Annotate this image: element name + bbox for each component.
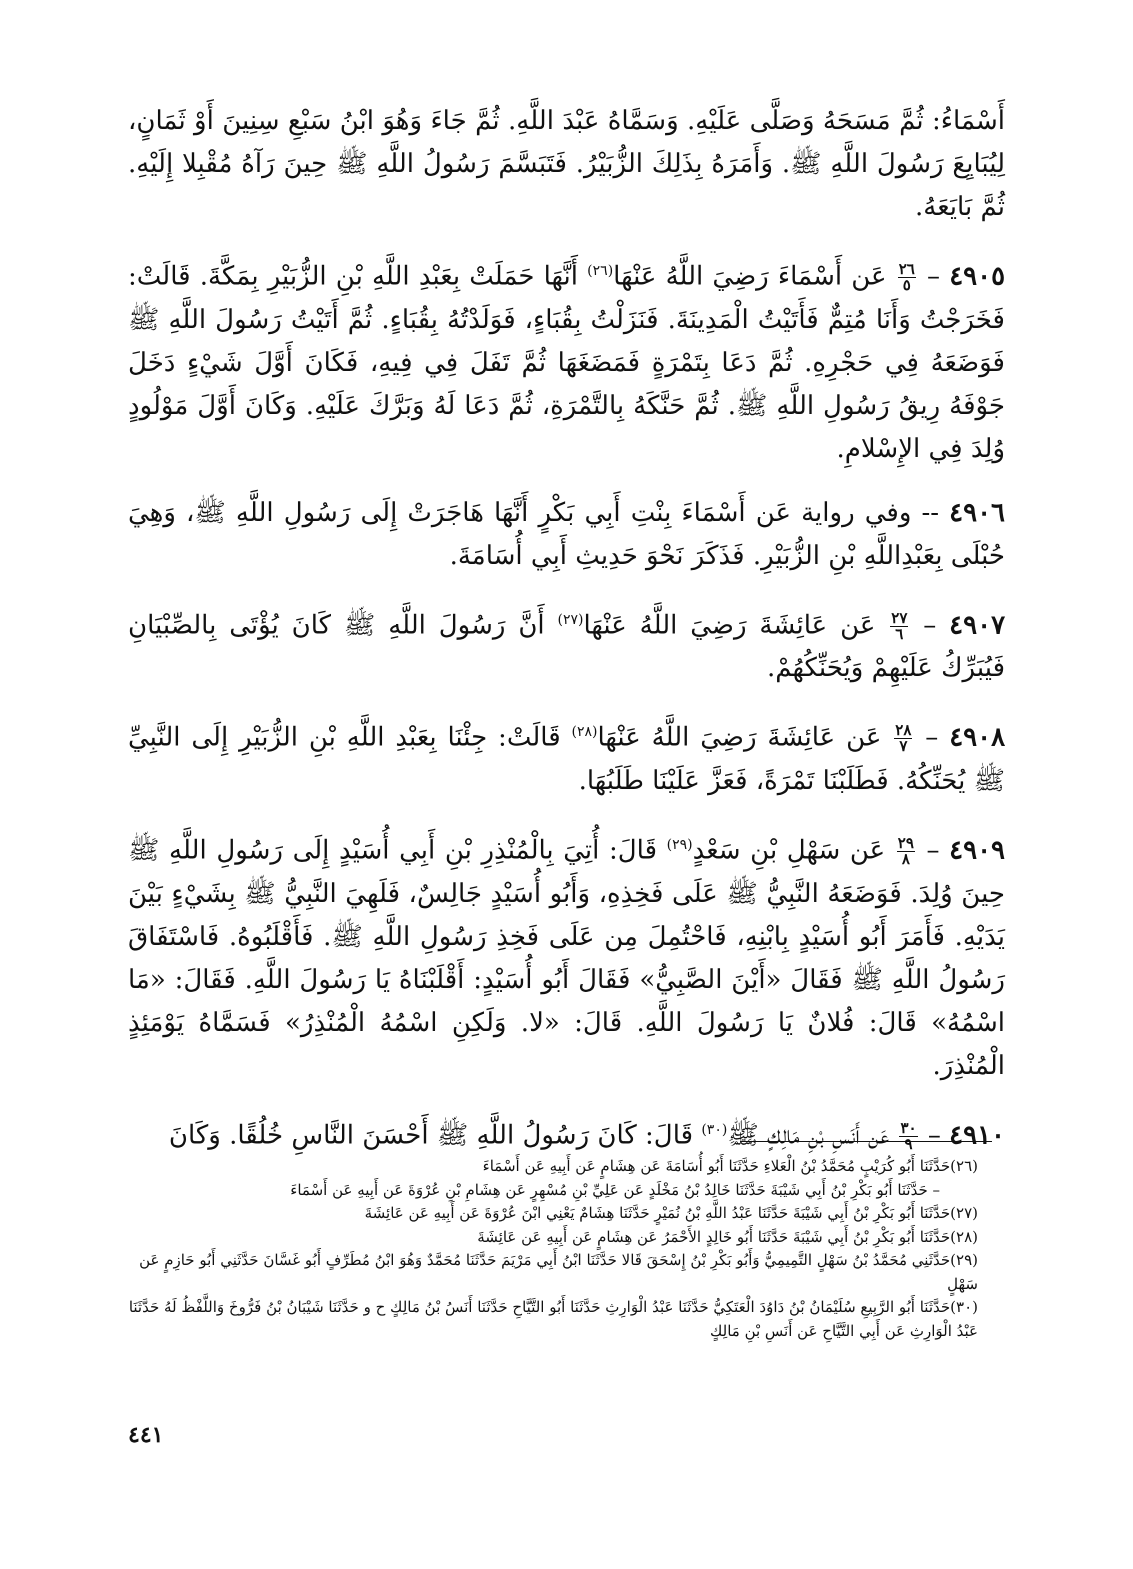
chapter-fraction: $\frac{٢٦}{٥}$ [898, 260, 915, 295]
hadith-4910: ٤٩١٠ – $\frac{٣٠}{٩}$ عَن أَنَسِ بْنِ مَالِكٍ ﷺ$^{(٣٠)}$ قَالَ: كَانَ رَسُولُ اللَّهِ ﷺ أَحْسَنَ النَّاسِ خُلُقًا. وَكَانَ [168, 1118, 1005, 1153]
footnote-divider [740, 1141, 992, 1142]
hadith-number: ٤٩٠٦ [949, 497, 1006, 528]
footnote-28: (٢٨)حَدَّثَنَا أَبُو بَكْرِ بْنُ أَبِي شَيْبَةَ حَدَّثَنَا أَبُو خَالِدٍ الأَحْمَرُ عَن هِشَامٍ عَن أَبِيهِ عَن عَائِشَةَ [477, 1227, 978, 1246]
hadith-text: قَالَ: أُتِيَ بِالْمُنْذِرِ بْنِ أَبِي أُسَيْدٍ إِلَى رَسُولِ اللَّهِ ﷺ حِينَ وُلِدَ. فَوَضَعَهُ النَّبِيُّ ﷺ عَلَى فَخِذِهِ، وَأَبُو أُسَيْدٍ جَالِسٌ، فَلَهِيَ النَّبِيُّ ﷺ بِشَيْءٍ بَيْنَ يَدَيْهِ. فَأَمَرَ أَبُو أُسَيْدٍ بِابْنِهِ، فَاحْتُمِلَ مِن عَلَى فَخِذِ رَسُولِ اللَّهِ ﷺ. فَأَقْلَبُوهُ. فَاسْتَفَاقَ رَسُولُ اللَّهِ ﷺ فَقَالَ «أَيْنَ الصَّبِيُّ» فَقَالَ أَبُو أُسَيْدٍ: أَقْلَبْنَاهُ يَا رَسُولَ اللَّهِ. فَقَالَ: «مَا اسْمُهُ» قَالَ: فُلانٌ يَا رَسُولَ اللَّهِ. قَالَ: «لا. وَلَكِنِ اسْمُهُ الْمُنْذِرُ» فَسَمَّاهُ يَوْمَئِذٍ الْمُنْذِرَ. [128, 835, 1005, 1081]
hadith-4905: ٤٩٠٥ – $\frac{٢٦}{٥}$ عَن أَسْمَاءَ رَضِيَ اللَّهُ عَنْهَا$^{(٢٦)}$ أَنَّهَا حَمَلَتْ بِعَبْدِ اللَّهِ بْنِ الزُّبَيْرِ بِمَكَّةَ. قَالَتْ: فَخَرَجْتُ وَأَنَا مُتِمٌّ فَأَتَيْتُ الْمَدِينَةَ. فَنَزَلْتُ بِقُبَاءٍ، فَوَلَدْتُهُ بِقُبَاءٍ. ثُمَّ أَتَيْتُ رَسُولَ اللَّهِ ﷺ فَوَضَعَهُ فِي حَجْرِهِ. ثُمَّ دَعَا بِتَمْرَةٍ فَمَضَغَهَا ثُمَّ تَفَلَ فِي فِيهِ، فَكَانَ أَوَّلَ شَيْءٍ دَخَلَ جَوْفَهُ رِيقُ رَسُولِ اللَّهِ ﷺ. ثُمَّ حَنَّكَهُ بِالتَّمْرَةِ، ثُمَّ دَعَا لَهُ وَبَرَّكَ عَلَيْهِ. وَكَانَ أَوَّلَ مَوْلُودٍ وُلِدَ فِي الإِسْلامِ. [128, 260, 1006, 464]
hadith-4908: ٤٩٠٨ – $\frac{٢٨}{٧}$ عَن عَائِشَةَ رَضِيَ اللَّهُ عَنْهَا$^{(٢٨)}$ قَالَتْ: جِئْنَا بِعَبْدِ اللَّهِ بْنِ الزُّبَيْرِ إِلَى النَّبِيِّ ﷺ يُحَنِّكُهُ. فَطَلَبْنَا تَمْرَةً، فَعَزَّ عَلَيْنَا طَلَبُهَا. [128, 721, 1006, 796]
hadith-lead: عَن عَائِشَةَ رَضِيَ اللَّهُ عَنْهَا [583, 610, 876, 641]
chapter-fraction: $\frac{٢٧}{٦}$ [891, 608, 908, 643]
hadith-number: ٤٩١٠ [949, 1120, 1005, 1151]
hadith-number: ٤٩٠٧ [949, 610, 1006, 641]
hadith-text: قَالَ: كَانَ رَسُولُ اللَّهِ ﷺ أَحْسَنَ النَّاسِ خُلُقًا. وَكَانَ [168, 1120, 702, 1151]
hadith-4906 [128, 492, 1005, 578]
footnote-27: (٢٧)حَدَّثَنَا أَبُو بَكْرِ بْنُ أَبِي شَيْبَةَ حَدَّثَنَا عَبْدُ اللَّهِ بْنُ نُمَيْرٍ حَدَّثَنَا هِشَامٌ يَعْنِي ابْنَ عُرْوَةَ عَن أَبِيهِ عَن عَائِشَةَ [364, 1204, 978, 1222]
hadith-4909: ٤٩٠٩ – $\frac{٢٩}{٨}$ عَن سَهْلِ بْنِ سَعْدٍ$^{(٢٩)}$ قَالَ: أُتِيَ بِالْمُنْذِرِ بْنِ أَبِي أُسَيْدٍ إِلَى رَسُولِ اللَّهِ ﷺ حِينَ وُلِدَ. فَوَضَعَهُ النَّبِيُّ ﷺ عَلَى فَخِذِهِ، وَأَبُو أُسَيْدٍ جَالِسٌ، فَلَهِيَ النَّبِيُّ ﷺ بِشَيْءٍ بَيْنَ يَدَيْهِ. فَأَمَرَ أَبُو أُسَيْدٍ بِابْنِهِ، فَاحْتُمِلَ مِن عَلَى فَخِذِ رَسُولِ اللَّهِ ﷺ. فَأَقْلَبُوهُ. فَاسْتَفَاقَ رَسُولُ اللَّهِ ﷺ فَقَالَ «أَيْنَ الصَّبِيُّ» فَقَالَ أَبُو أُسَيْدٍ: أَقْلَبْنَاهُ يَا رَسُولَ اللَّهِ. فَقَالَ: «مَا اسْمُهُ» قَالَ: فُلانٌ يَا رَسُولَ اللَّهِ. قَالَ: «لا. وَلَكِنِ اسْمُهُ الْمُنْذِرُ» فَسَمَّاهُ يَوْمَئِذٍ الْمُنْذِرَ. [128, 834, 1005, 1081]
paragraph-continuation: أَسْمَاءُ: ثُمَّ مَسَحَهُ وَصَلَّى عَلَيْهِ. وَسَمَّاهُ عَبْدَ اللَّهِ. ثُمَّ جَاءَ وَهُوَ ابْنُ سَبْعِ سِنِينَ أَوْ ثَمَانٍ، لِيُبَايِعَ رَسُولَ اللَّهِ ﷺ. وَأَمَرَهُ بِذَلِكَ الزُّبَيْرُ. فَتَبَسَّمَ رَسُولُ اللَّهِ ﷺ حِينَ رَآهُ مُقْبِلا إِلَيْهِ. ثُمَّ بَايَعَهُ. [128, 106, 1005, 222]
hadith-4907: ٤٩٠٧ – $\frac{٢٧}{٦}$ عَن عَائِشَةَ رَضِيَ اللَّهُ عَنْهَا$^{(٢٧)}$ أَنَّ رَسُولَ اللَّهِ ﷺ كَانَ يُؤْتَى بِالصِّبْيَانِ فَيُبَرِّكُ عَلَيْهِمْ وَيُحَنِّكُهُمْ. [128, 608, 1006, 684]
footnote-30: (٣٠)حَدَّثَنَا أَبُو الرَّبِيعِ سُلَيْمَانُ بْنُ دَاوُدَ الْعَتَكِيُّ حَدَّثَنَا عَبْدُ الْوَارِثِ حَدَّثَنَا أَبُو التَّيَّاحِ حَدَّثَنَا أَنَسُ بْنُ مَالِكٍ ح و حَدَّثَنَا شَيْبَانُ بْنُ فَرُّوخَ وَاللَّفْظُ لَهُ حَدَّثَنَا عَبْدُ الْوَارِثِ عَن أَبِي التَّيَّاحِ عَن أَنَسِ بْنِ مَالِكٍ [128, 1298, 978, 1340]
hadith-lead: عَن سَهْلِ بْنِ سَعْدٍ [692, 835, 886, 866]
hadith-number: ٤٩٠٥ [949, 261, 1006, 292]
hadith-number: ٤٩٠٨ [949, 722, 1006, 753]
main-text [128, 100, 1005, 1178]
hadith-lead: عَن أَسْمَاءَ رَضِيَ اللَّهُ عَنْهَا [613, 261, 887, 292]
hadith-lead: عَن عَائِشَةَ رَضِيَ اللَّهُ عَنْهَا [597, 722, 882, 753]
chapter-fraction: $\frac{٣٠}{٩}$ [900, 1118, 917, 1153]
page-number: ٤٤١ [128, 1422, 164, 1448]
hadith-text: أَنَّ رَسُولَ اللَّهِ ﷺ كَانَ يُؤْتَى بِالصِّبْيَانِ فَيُبَرِّكُ عَلَيْهِمْ وَيُحَنِّكُهُمْ. [128, 610, 1005, 684]
chapter-fraction: $\frac{٢٨}{٧}$ [895, 721, 912, 756]
footnote-26: (٢٦)حَدَّثَنَا أَبُو كُرَيْبٍ مُحَمَّدُ بْنُ الْعَلاءِ حَدَّثَنَا أَبُو أُسَامَةَ عَن هِشَامٍ عَن أَبِيهِ عَن أَسْمَاءَ [482, 1157, 978, 1175]
hadith-text: أَنَّهَا حَمَلَتْ بِعَبْدِ اللَّهِ بْنِ الزُّبَيْرِ بِمَكَّةَ. قَالَتْ: فَخَرَجْتُ وَأَنَا مُتِمٌّ فَأَتَيْتُ الْمَدِينَةَ. فَنَزَلْتُ بِقُبَاءٍ، فَوَلَدْتُهُ بِقُبَاءٍ. ثُمَّ أَتَيْتُ رَسُولَ اللَّهِ ﷺ فَوَضَعَهُ فِي حَجْرِهِ. ثُمَّ دَعَا بِتَمْرَةٍ فَمَضَغَهَا ثُمَّ تَفَلَ فِي فِيهِ، فَكَانَ أَوَّلَ شَيْءٍ دَخَلَ جَوْفَهُ رِيقُ رَسُولِ اللَّهِ ﷺ. ثُمَّ حَنَّكَهُ بِالتَّمْرَةِ، ثُمَّ دَعَا لَهُ وَبَرَّكَ عَلَيْهِ. وَكَانَ أَوَّلَ مَوْلُودٍ وُلِدَ فِي الإِسْلامِ. [128, 261, 1005, 464]
footnote-ref: (٣٠) [701, 1121, 728, 1138]
footnote-29: (٢٩)حَدَّثَنِي مُحَمَّدُ بْنُ سَهْلٍ التَّمِيمِيُّ وَأَبُو بَكْرِ بْنُ إِسْحَقَ قَالا حَدَّثَنَا ابْنُ أَبِي مَرْيَمَ حَدَّثَنَا مُحَمَّدٌ وَهُوَ ابْنُ مُطَرِّفٍ أَبُو غَسَّانَ حَدَّثَنِي أَبُو حَازِمٍ عَن سَهْلٍ [139, 1251, 978, 1293]
hadith-lead: عَن أَنَسِ بْنِ مَالِكٍ ﷺ [727, 1120, 890, 1151]
hadith-text: قَالَتْ: جِئْنَا بِعَبْدِ اللَّهِ بْنِ الزُّبَيْرِ إِلَى النَّبِيِّ ﷺ يُحَنِّكُهُ. فَطَلَبْنَا تَمْرَةً، فَعَزَّ عَلَيْنَا طَلَبُهَا. [128, 722, 1005, 796]
footnote-ref: (٢٧) [557, 611, 584, 628]
footnote-26-alt-chain: – حَدَّثَنَا أَبُو بَكْرِ بْنُ أَبِي شَيْبَةَ حَدَّثَنَا خَالِدُ بْنُ مَخْلَدٍ عَن عَلِيِّ بْنِ مُسْهِرٍ عَن هِشَامِ بْنِ عُرْوَةَ عَن أَبِيهِ عَن أَسْمَاءَ [290, 1180, 940, 1199]
footnote-ref: (٢٦) [587, 263, 614, 279]
footnotes [128, 1155, 978, 1343]
hadith-text: -- وفي رواية عَن أَسْمَاءَ بِنْتِ أَبِي بَكْرٍ أَنَّهَا هَاجَرَتْ إِلَى رَسُولِ اللَّهِ ﷺ، وَهِيَ حُبْلَى بِعَبْدِاللَّهِ بْنِ الزُّبَيْرِ. فَذَكَرَ نَحْوَ حَدِيثِ أَبِي أُسَامَةَ. [128, 497, 1005, 571]
chapter-fraction: $\frac{٢٩}{٨}$ [897, 834, 914, 869]
footnote-ref: (٢٩) [666, 836, 693, 853]
footnote-ref: (٢٨) [571, 724, 598, 741]
hadith-number: ٤٩٠٩ [949, 835, 1005, 866]
